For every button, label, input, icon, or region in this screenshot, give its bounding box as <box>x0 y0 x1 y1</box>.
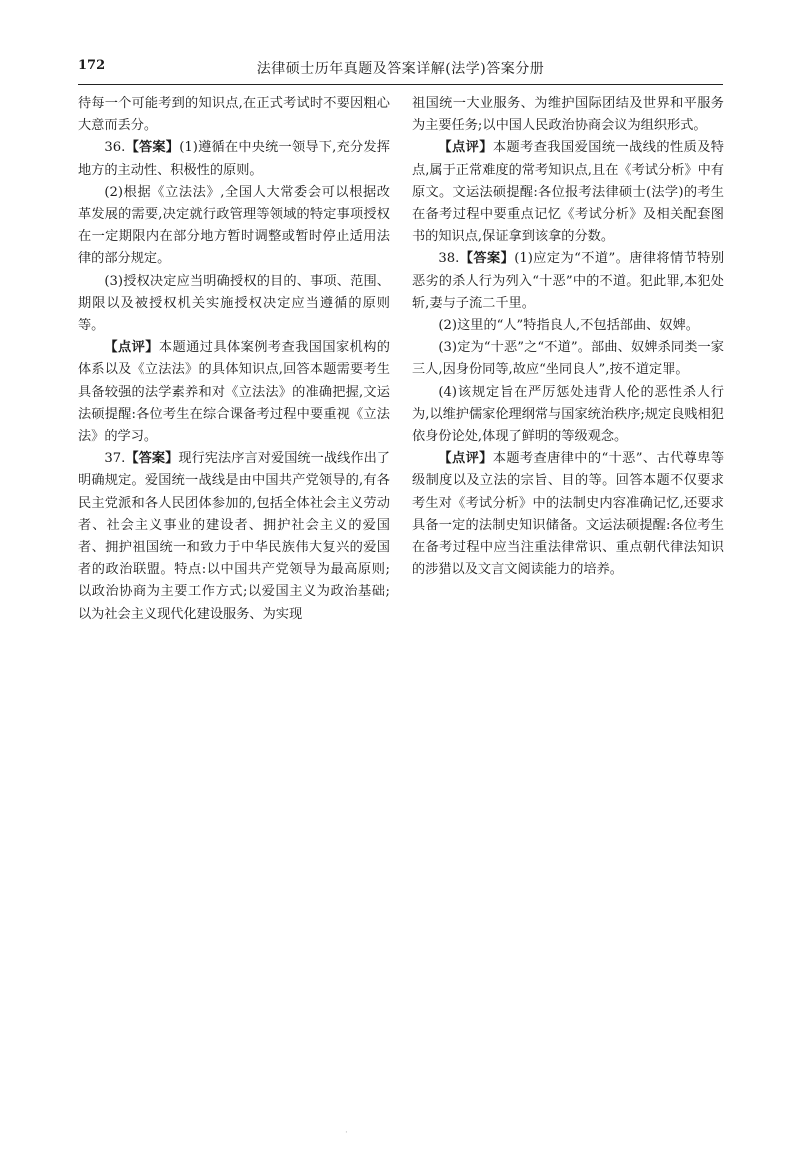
comment-tag: 【点评】 <box>438 140 493 156</box>
comment-37 <box>412 137 724 248</box>
answer-tag: 【答案】 <box>459 251 515 267</box>
answer-tag: 【答案】 <box>125 451 179 467</box>
question-number: 37. <box>104 451 126 467</box>
comment-38 <box>412 448 724 581</box>
comment-36 <box>78 337 390 448</box>
answer-38-item-3: (3)定为“十恶”之“不道”。部曲、奴婢杀同类一家三人,因身份同等,故应“坐同良人”,按不道定罪。 <box>412 340 724 378</box>
paragraph-continued: 待每一个可能考到的知识点,在正式考试时不要因粗心大意而丢分。 <box>78 96 390 134</box>
answer-38-item-4: (4)该规定旨在严厉惩处违背人伦的恶性杀人行为,以维护儒家伦理纲常与国家统治秩序;规定良贱相犯依身份论处,体现了鲜明的等级观念。 <box>412 384 724 445</box>
answer-tag: 【答案】 <box>125 140 180 156</box>
page-header <box>78 58 723 84</box>
answer-text: (1)应定为“不道”。唐律将情节特别恶劣的杀人行为列入“十恶”中的不道。犯此罪,本犯处斩,妻与子流二千里。 <box>412 251 725 311</box>
answer-text: 现行宪法序言对爱国统一战线作出了明确规定。爱国统一战线是由中国共产党领导的,有各民主党派和各人民团体参加的,包括全体社会主义劳动者、社会主义事业的建设者、拥护社会主义的爱国者、拥护祖国统一和致力于中华民族伟大复兴的爱国者的政治联盟。特点:以中国共产党领导为最高原则;以政治协商为主要工作方式;以爱国主义为政治基础;以为社会主义现代化建设服务、为实现 <box>78 451 390 622</box>
page-number: 172 <box>78 58 106 73</box>
running-title: 法律硕士历年真题及答案详解(法学)答案分册 <box>256 61 545 77</box>
question-number: 38. <box>438 251 460 267</box>
header-rule <box>78 84 723 85</box>
comment-tag: 【点评】 <box>438 451 493 467</box>
answer-37 <box>78 448 390 626</box>
answer-36-item-2: (2)根据《立法法》,全国人大常委会可以根据改革发展的需要,决定就行政管理等领域的特定事项授权在一定期限内在部分地方暂时调整或暂时停止适用法律的部分规定。 <box>78 184 390 267</box>
answer-38-item-1 <box>412 248 724 315</box>
question-number: 36. <box>104 140 126 156</box>
answer-38-item-2: (2)这里的“人”特指良人,不包括部曲、奴婢。 <box>438 318 699 334</box>
right-column <box>412 93 724 581</box>
comment-tag: 【点评】 <box>104 340 159 356</box>
answer-36-item-3: (3)授权决定应当明确授权的目的、事项、范围、期限以及被授权机关实施授权决定应当遵循的原则等。 <box>78 273 390 334</box>
answer-36-item-1 <box>78 137 390 181</box>
left-column <box>78 93 390 626</box>
comment-text: 本题考查我国爱国统一战线的性质及特点,属于正常难度的常考知识点,且在《考试分析》中有原文。文运法硕提醒:各位报考法律硕士(法学)的考生在备考过程中要重点记忆《考试分析》及相关配套图书的知识点,保证拿到该拿的分数。 <box>412 140 724 245</box>
comment-text: 本题通过具体案例考查我国国家机构的体系以及《立法法》的具体知识点,回答本题需要考生具备较强的法学素养和对《立法法》的准确把握,文运法硕提醒:各位考生在综合课备考过程中要重视《立法法》的学习。 <box>78 340 390 445</box>
scan-mark: · <box>345 1128 348 1138</box>
comment-text: 本题考查唐律中的“十恶”、古代尊卑等级制度以及立法的宗旨、目的等。回答本题不仅要求考生对《考试分析》中的法制史内容准确记忆,还要求具备一定的法制史知识储备。文运法硕提醒:各位考生在备考过程中应当注重法律常识、重点朝代律法知识的涉猎以及文言文阅读能力的培养。 <box>412 451 725 578</box>
answer-text: (1)遵循在中央统一领导下,充分发挥地方的主动性、积极性的原则。 <box>78 140 390 178</box>
paragraph-continued: 祖国统一大业服务、为维护国际团结及世界和平服务为主要任务;以中国人民政治协商会议为组织形式。 <box>412 96 724 134</box>
